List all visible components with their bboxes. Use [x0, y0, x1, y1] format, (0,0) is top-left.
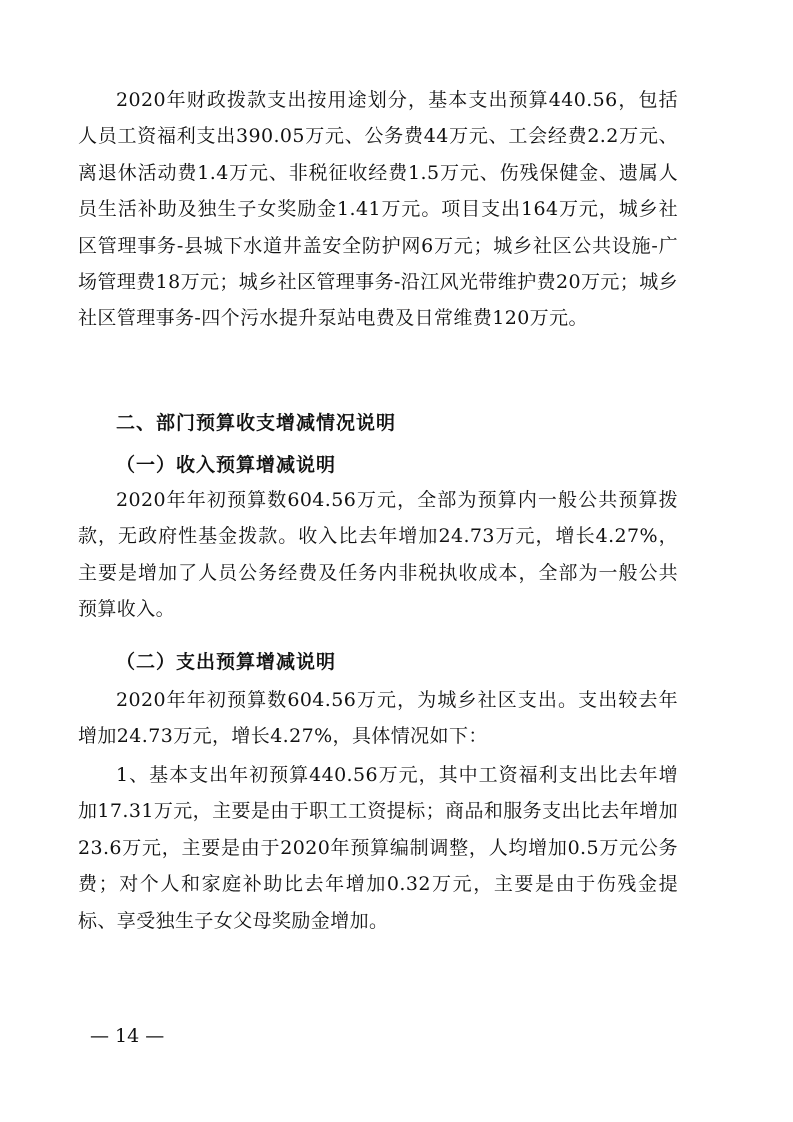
page-number: — 14 — — [90, 1025, 165, 1047]
paragraph-income-changes: 2020年年初预算数604.56万元，全部为预算内一般公共预算拨款，无政府性基金拨款。收入比去年增加24.73万元，增长4.27%，主要是增加了人员公务经费及任务内非税执收成本，全部为一般公共预算收入。 — [78, 489, 678, 621]
paragraph-expenditure-changes: 2020年年初预算数604.56万元，为城乡社区支出。支出较去年增加24.73万元，增长4.27%，具体情况如下： — [78, 689, 678, 748]
subheading-expenditure-changes: （二）支出预算增减说明 — [116, 651, 337, 673]
section-heading-budget-changes: 二、部门预算收支增减情况说明 — [116, 412, 397, 434]
paragraph-basic-expenditure-detail: 1、基本支出年初预算440.56万元，其中工资福利支出比去年增加17.31万元，主要是由于职工工资提标；商品和服务支出比去年增加23.6万元，主要是由于2020年预算编制调整，人均增加0.5万元公务费；对个人和家庭补助比去年增加0.32万元，主要是由于伤残金提标、享受独生子女父母奖励金增加。 — [78, 764, 678, 932]
subheading-income-changes: （一）收入预算增减说明 — [116, 454, 337, 476]
paragraph-expenditure-by-use: 2020年财政拨款支出按用途划分，基本支出预算440.56，包括人员工资福利支出390.05万元、公务费44万元、工会经费2.2万元、离退休活动费1.4万元、非税征收经费1.5万元、伤残保健金、遗属人员生活补助及独生子女奖励金1.41万元。项目支出164万元，城乡社区管理事务-县城下水道井盖安全防护网6万元；城乡社区公共设施-广场管理费18万元；城乡社区管理事务-沿江风光带维护费20万元；城乡社区管理事务-四个污水提升泵站电费及日常维费120万元。 — [78, 89, 678, 330]
